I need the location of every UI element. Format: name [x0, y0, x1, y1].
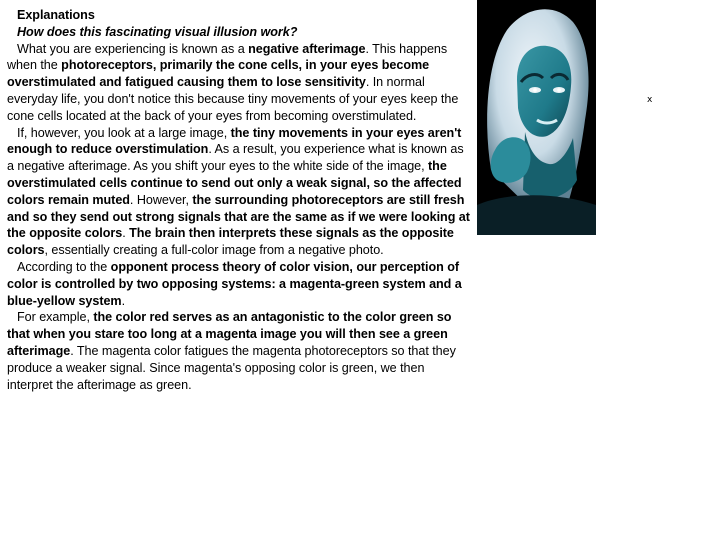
text-span: . This happens when the	[7, 41, 448, 73]
emphasis-negative-afterimage: negative afterimage	[248, 41, 366, 56]
emphasis-red-green-antagonist: the color red serves as an antagonistic to the color green so that when you stare too long at a magenta image you will then see a green afterimage	[7, 310, 452, 358]
paragraph-opponent-process	[7, 259, 472, 309]
text-span: .	[122, 226, 130, 241]
text-span: If, however, you look at a large image,	[17, 125, 231, 140]
emphasis-opponent-process-theory: opponent process theory of color vision, our perception of color is controlled by two opposing systems: a magenta-green system and a blue-yellow system	[7, 259, 462, 308]
negative-pupil-right	[557, 88, 561, 92]
paragraph-large-image	[7, 125, 472, 259]
emphasis-photoreceptors: photoreceptors, primarily the cone cells, in your eyes become overstimulated and fatigued causing them to lose sensitivity	[7, 58, 430, 90]
emphasis-brain-interprets: The brain then interprets these signals as the opposite colors	[7, 226, 454, 258]
text-span: . However,	[129, 192, 193, 207]
negative-pupil-left	[533, 88, 537, 92]
negative-shoulders	[477, 195, 596, 235]
negative-portrait-image	[477, 0, 596, 235]
paragraph-example	[7, 309, 472, 393]
text-span: .	[121, 293, 126, 308]
emphasis-tiny-movements: the tiny movements in your eyes aren't enough to reduce overstimulation	[7, 125, 462, 157]
text-span: For example,	[17, 310, 94, 325]
emphasis-weak-signal: the overstimulated cells continue to send out only a weak signal, so the affected colors remain muted	[7, 159, 462, 207]
article-subheading: How does this fascinating visual illusion work?	[17, 24, 298, 39]
negative-portrait-drawing	[477, 0, 596, 235]
text-span: . In normal everyday life, you don't notice this because tiny movements of your eyes keep the cone cells located at the back of your eyes from becoming overstimulated.	[7, 75, 459, 123]
article-heading: Explanations	[17, 8, 95, 22]
text-span: What you are experiencing is known as a	[17, 41, 249, 56]
text-span: According to the	[17, 259, 111, 274]
text-span: . The magenta color fatigues the magenta photoreceptors so that they produce a weaker signal. Since magenta's opposing color is green, we then interpret the afterimage as green.	[7, 343, 456, 392]
emphasis-strong-signals: the surrounding photoreceptors are still fresh and so they send out strong signals that are the same as if we were looking at the opposite colors	[7, 192, 470, 241]
focus-point-mark: x	[647, 95, 653, 105]
text-span: , essentially creating a full-color image from a negative photo.	[44, 243, 384, 258]
paragraph-negative-afterimage	[7, 41, 472, 125]
explanation-article	[7, 7, 472, 393]
text-span: . As a result, you experience what is known as a negative afterimage. As you shift your eyes to the white side of the image,	[7, 142, 464, 174]
